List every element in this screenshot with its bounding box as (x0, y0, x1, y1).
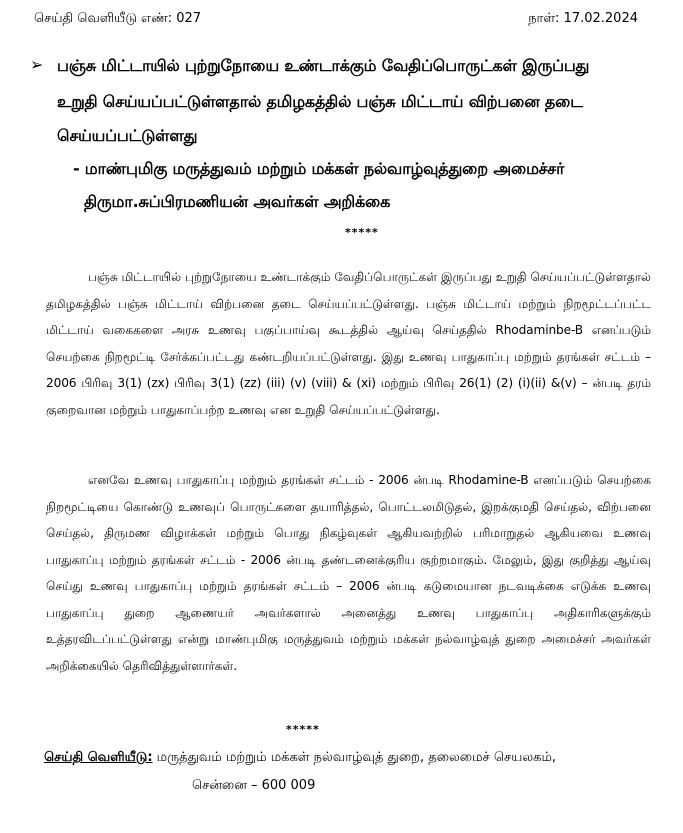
footer-department: மருத்துவம் மற்றும் மக்கள் நல்வாழ்வுத் துறை, தலைமைச் செயலகம், (152, 750, 557, 765)
body-paragraph-1 (46, 264, 651, 423)
separator-stars-bottom: ***** (286, 723, 320, 736)
body-paragraph-2 (46, 467, 651, 679)
footer-address: சென்னை – 600 009 (192, 778, 316, 793)
minister-attribution-line-1: - மாண்புமிகு மருத்துவம் மற்றும் மக்கள் நல்வாழ்வுத்துறை அமைச்சர் (73, 159, 565, 178)
headline-line-1: பஞ்சு மிட்டாயில் புற்றுநோயை உண்டாக்கும் வேதிப்பொருட்கள் இருப்பது (57, 56, 590, 75)
arrow-bullet-icon: ➢ (30, 55, 44, 74)
minister-attribution-line-2: திருமா.சுப்பிரமணியன் அவர்கள் அறிக்கை (84, 192, 391, 211)
headline-line-2: உறுதி செய்யப்பட்டுள்ளதால் தமிழகத்தில் பஞ்சு மிட்டாய் விற்பனை தடை (57, 92, 583, 111)
footer-label: செய்தி வெளியீடு: (44, 750, 153, 765)
release-number: செய்தி வெளியீடு எண்: 027 (34, 11, 202, 26)
headline-line-3: செய்யப்பட்டுள்ளது (57, 126, 198, 145)
paragraph-2-text: எனவே உணவு பாதுகாப்பு மற்றும் தரங்கள் சட்டம் - 2006 ன்படி Rhodamine-B எனப்படும் செயற்கை நிறமூட்டியை கொண்டு உணவுப் பொருட்களை தயாரித்தல், பொட்டலமிடுதல், இறக்குமதி செய்தல், விற்பனை செய்தல், திருமண விழாக்கள் மற்றும் பொது நிகழ்வுகள் ஆகியவற்றில் பரிமாறுதல் ஆகியவை உணவு பாதுகாப்பு மற்றும் தரங்கள் சட்டம் - 2006 ன்படி தண்டனைக்குரிய குற்றமாகும். மேலும், இது குறித்து ஆய்வு செய்து உணவு பாதுகாப்பு மற்றும் தரங்கள் சட்டம் – 2006 ன்படி கடுமையான நடவடிக்கை எடுக்க உணவு பாதுகாப்பு துறை ஆணையர் அவர்களால் அனைத்து உணவு பாதுகாப்பு அதிகாரிகளுக்கும் உத்தரவிடப்பட்டுள்ளது என்று மாண்புமிகு மருத்துவம் மற்றும் மக்கள் நல்வாழ்வுத் துறை அமைச்சர் அவர்கள் அறிக்கையில் தெரிவித்துள்ளார்கள். (46, 473, 651, 673)
footer-source (44, 750, 556, 766)
separator-stars-top: ***** (345, 226, 379, 239)
release-date: நாள்: 17.02.2024 (528, 11, 638, 26)
paragraph-1-text: பஞ்சு மிட்டாயில் புற்றுநோயை உண்டாக்கும் வேதிப்பொருட்கள் இருப்பது உறுதி செய்யப்பட்டுள்ளதால் தமிழகத்தில் பஞ்சு மிட்டாய் விற்பனை தடை செய்யப்பட்டுள்ளது. பஞ்சு மிட்டாய் மற்றும் நிறமூட்டப்பட்ட மிட்டாய் வகைகளை அரசு உணவு பகுப்பாய்வு கூடத்தில் ஆய்வு செய்ததில் Rhodaminbe-B எனப்படும் செயற்கை நிறமூட்டி சேர்க்கப்பட்டது கண்டறியப்பட்டுள்ளது. இது உணவு பாதுகாப்பு மற்றும் தரங்கள் சட்டம் – 2006 பிரிவு 3(1) (zx) பிரிவு 3(1) (zz) (iii) (v) (viii) & (xi) மற்றும் பிரிவு 26(1) (2) (i)(ii) &(v) – ன்படி தரம் குறைவான மற்றும் பாதுகாப்பற்ற உணவு என உறுதி செய்யப்பட்டுள்ளது. (46, 270, 651, 417)
